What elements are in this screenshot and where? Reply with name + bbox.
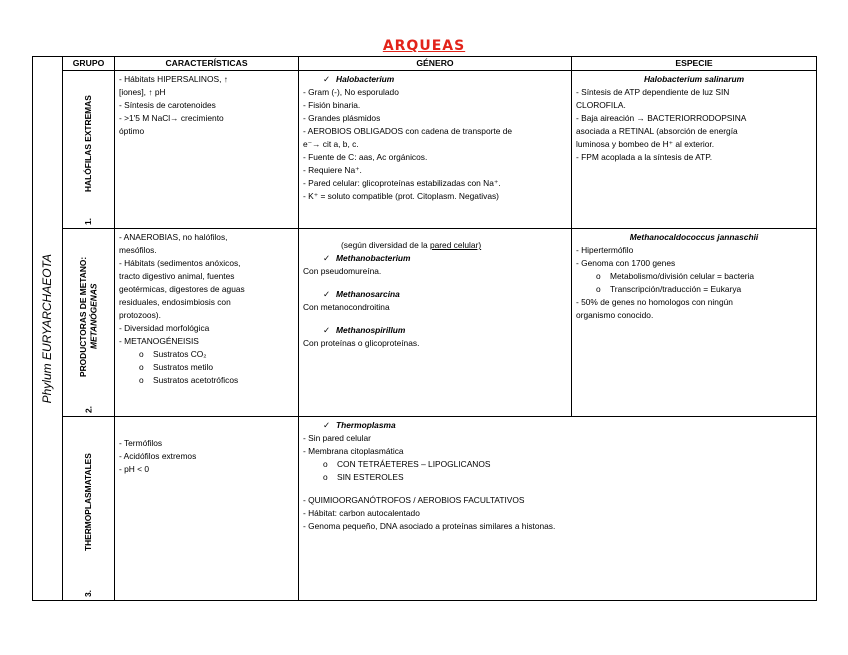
text-line: - Termófilos [119,438,163,449]
text-line: Con metanocondroitina [303,302,390,313]
circle-bullet-icon: o [139,375,144,386]
caracteristicas-cell-2 [115,229,299,417]
text-line: pared celular) [429,240,482,251]
check-icon: ✓ [323,74,331,85]
text-line: - Genoma pequeño, DNA asociado a proteínas similares a histonas. [303,521,556,532]
group-number: 2. [83,405,94,413]
phylum-label: Phylum EURYARCHAEOTA [40,253,55,404]
group-name: PRODUCTORAS DE METANO: [78,256,88,377]
text-line: - AEROBIOS OBLIGADOS con cadena de transporte de [303,126,513,137]
text-line: luminosa y bombeo de H⁺ al exterior. [576,139,715,150]
species-name: Methanocaldococcus jannaschii [629,232,759,243]
genus-name: Methanospirillum [336,325,406,336]
text-line: CLOROFILA. [576,100,626,111]
text-line: óptimo [119,126,145,137]
archaea-table [32,56,817,601]
text-line: - Hábitats HIPERSALINOS, ↑ [119,74,228,85]
text-line: - Hábitat: carbon autocalentado [303,508,420,519]
genus-name: Methanosarcina [336,289,400,300]
caracteristicas-cell-3 [115,417,299,601]
circle-bullet-icon: o [596,271,601,282]
list-item: Metabolismo/división celular = bacteria [610,271,755,282]
circle-bullet-icon: o [139,349,144,360]
group-number: 3. [83,589,94,597]
text-line: tracto digestivo animal, fuentes [119,271,235,282]
genus-name: Halobacterium [336,74,395,85]
group-name: HALÓFILAS EXTREMAS [83,94,94,192]
species-name: Halobacterium salinarum [643,74,745,85]
text-line: residuales, endosimbiosis con [119,297,231,308]
group-number: 1. [83,217,94,225]
group-cell-1 [63,71,115,229]
check-icon: ✓ [323,420,331,431]
text-line: organismo conocido. [576,310,654,321]
text-line: - 50% de genes no homologos con ningún [576,297,733,308]
group-cell-3 [63,417,115,601]
page-title: ARQUEAS [382,38,466,54]
list-item: Sustratos metilo [153,362,214,373]
genero-cell-3 [299,417,817,601]
text-line: - Síntesis de ATP dependiente de luz SIN [576,87,730,98]
circle-bullet-icon: o [323,472,328,483]
group-name-sub: METANÓGENAS [88,283,99,349]
list-item: CON TETRÁETERES – LIPOGLICANOS [337,459,491,470]
text-line: - >1'5 M NaCl→ crecimiento [119,113,224,124]
header-caracteristicas: CARACTERÍSTICAS [115,57,299,71]
especie-cell-2 [572,229,817,417]
especie-cell-1 [572,71,817,229]
caracteristicas-cell-1 [115,71,299,229]
genus-name: Thermoplasma [336,420,396,431]
group-name: THERMOPLASMATALES [83,453,94,552]
text-line: - Fuente de C: aas, Ac orgánicos. [303,152,428,163]
header-especie: ESPECIE [572,57,817,71]
text-line: - Pared celular: glicoproteínas estabilizadas con Na⁺. [303,178,501,189]
text-line: - QUIMIOORGANÓTROFOS / AEROBIOS FACULTATIVOS [303,495,525,506]
text-line: (según diversidad de la [341,240,430,251]
text-line: - Diversidad morfológica [119,323,210,334]
text-line: - Baja aireación → BACTERIORRODOPSINA [576,113,747,124]
text-line: protozoos). [119,310,161,321]
header-grupo: GRUPO [63,57,115,71]
header-row [33,57,817,71]
text-line: - FPM acoplada a la síntesis de ATP. [576,152,713,163]
text-line: - Membrana citoplasmática [303,446,404,457]
text-line: - Sin pared celular [303,433,371,444]
text-line: geotérmicas, digestores de aguas [119,284,245,295]
text-line: - Fisión binaria. [303,100,361,111]
genero-cell-2 [299,229,572,417]
text-line: [iones], ↑ pH [119,87,166,98]
list-item: Sustratos acetotróficos [153,375,239,386]
text-line: mesófilos. [119,245,157,256]
text-line: - K⁺ = soluto compatible (prot. Citoplasm. Negativas) [303,191,499,202]
text-line: - Genoma con 1700 genes [576,258,676,269]
text-line: - Síntesis de carotenoides [119,100,216,111]
circle-bullet-icon: o [323,459,328,470]
text-line: - Hábitats (sedimentos anóxicos, [119,258,241,269]
text-line: - pH < 0 [119,464,150,475]
text-line: Con proteínas o glicoproteínas. [303,338,420,349]
text-line: - Hipertermófilo [576,245,634,256]
circle-bullet-icon: o [596,284,601,295]
list-item: Sustratos CO₂ [153,349,207,360]
circle-bullet-icon: o [139,362,144,373]
genus-name: Methanobacterium [336,253,411,264]
table-row [33,71,817,229]
genero-cell-1 [299,71,572,229]
phylum-cell [33,57,63,601]
text-line: - ANAEROBIAS, no halófilos, [119,232,228,243]
header-genero: GÉNERO [299,57,572,71]
text-line: - Requiere Na⁺. [303,165,362,176]
text-line: asociada a RETINAL (absorción de energía [576,126,738,137]
table-row [33,229,817,417]
group-cell-2 [63,229,115,417]
list-item: Transcripción/traducción = Eukarya [610,284,742,295]
check-icon: ✓ [323,253,331,264]
check-icon: ✓ [323,325,331,336]
text-line: - Grandes plásmidos [303,113,381,124]
text-line: e⁻→ cit a, b, c. [303,139,359,150]
text-line: - METANOGÉNEISIS [119,336,199,347]
text-line: Con pseudomureína. [303,266,382,277]
list-item: SIN ESTEROLES [337,472,404,483]
text-line: - Gram (-), No esporulado [303,87,399,98]
check-icon: ✓ [323,289,331,300]
text-line: - Acidófilos extremos [119,451,197,462]
table-row [33,417,817,601]
